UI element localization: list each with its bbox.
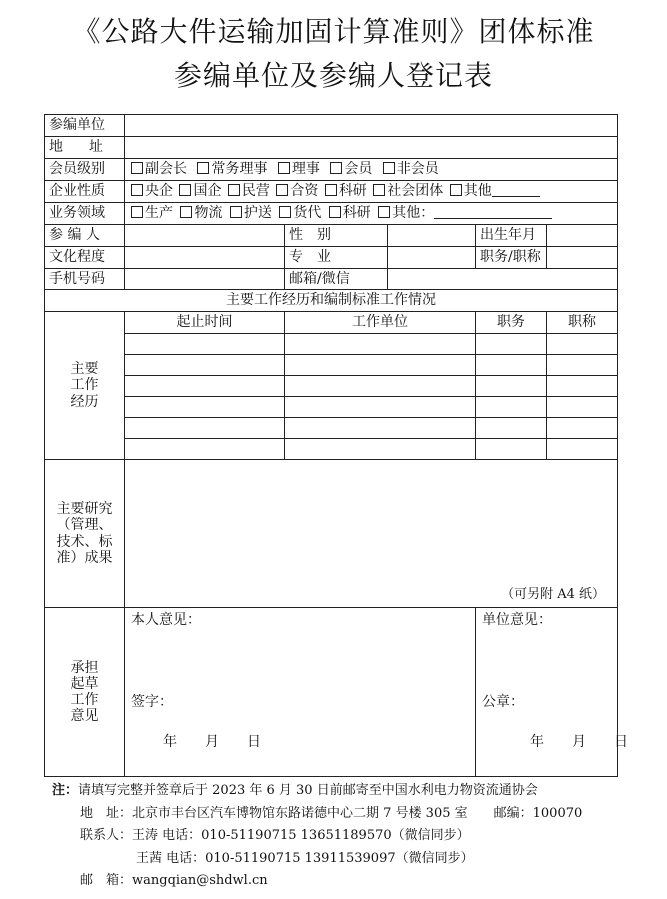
employer-cell[interactable]	[285, 334, 476, 355]
checkbox-icon	[230, 206, 242, 218]
drafting-opinion-label: 承担 起草 工作 意见	[45, 608, 125, 777]
table-row	[45, 355, 618, 376]
rank-header: 职称	[547, 312, 618, 334]
notes-prefix: 注：	[52, 783, 79, 798]
position-cell[interactable]	[476, 376, 547, 397]
membership-option-member[interactable]: 会员	[330, 161, 372, 177]
unit-opinion-field[interactable]	[476, 608, 628, 777]
gender-field[interactable]	[388, 225, 476, 247]
email-field[interactable]	[388, 269, 618, 290]
business-option-freight[interactable]: 货代	[279, 205, 321, 221]
checkbox-icon	[373, 184, 385, 196]
membership-option-vice-president[interactable]: 副会长	[131, 161, 187, 177]
title-label: 职务/职称	[476, 247, 547, 269]
address-label: 地 址	[45, 137, 125, 159]
personal-opinion-field[interactable]	[125, 608, 476, 777]
work-experience-label: 主要 工作 经历	[45, 312, 125, 460]
personal-date: 年 月 日	[163, 734, 261, 750]
checkbox-icon	[131, 162, 143, 174]
checkbox-icon	[330, 162, 342, 174]
checkbox-icon	[378, 206, 390, 218]
email-label: 邮箱/微信	[285, 269, 388, 290]
table-row	[45, 376, 618, 397]
period-cell[interactable]	[125, 355, 285, 376]
address-note-label: 地 址：	[80, 805, 133, 821]
birth-label: 出生年月	[476, 225, 547, 247]
enterprise-option-central[interactable]: 央企	[131, 183, 173, 199]
checkbox-icon	[278, 162, 290, 174]
attachment-note: （可另附 A4 纸）	[501, 587, 605, 603]
unit-field[interactable]	[125, 115, 618, 137]
email-note-label: 邮 箱：	[80, 873, 133, 889]
employer-cell[interactable]	[285, 439, 476, 460]
period-cell[interactable]	[125, 334, 285, 355]
unit-label: 参编单位	[45, 115, 125, 137]
enterprise-label: 企业性质	[45, 181, 125, 203]
checkbox-icon	[450, 184, 462, 196]
education-label: 文化程度	[45, 247, 125, 269]
signature-label: 签字：	[131, 694, 173, 710]
other-blank[interactable]	[434, 207, 552, 219]
position-cell[interactable]	[476, 355, 547, 376]
checkbox-icon	[329, 206, 341, 218]
business-option-other[interactable]: 其他：	[378, 205, 552, 221]
notes	[52, 780, 582, 893]
period-cell[interactable]	[125, 376, 285, 397]
period-cell[interactable]	[125, 439, 285, 460]
unit-opinion-label: 单位意见：	[482, 612, 552, 628]
membership-label: 会员级别	[45, 159, 125, 181]
address-note: 北京市丰台区汽车博物馆东路诺德中心二期 7 号楼 305 室	[132, 805, 468, 821]
experience-section-title: 主要工作经历和编制标准工作情况	[45, 290, 618, 312]
position-cell[interactable]	[476, 334, 547, 355]
membership-option-non-member[interactable]: 非会员	[383, 161, 439, 177]
enterprise-option-research[interactable]: 科研	[325, 183, 367, 199]
table-row	[45, 397, 618, 418]
checkbox-icon	[179, 184, 191, 196]
business-option-research[interactable]: 科研	[329, 205, 371, 221]
enterprise-option-state[interactable]: 国企	[179, 183, 221, 199]
personal-opinion-label: 本人意见：	[131, 612, 201, 628]
enterprise-option-social-org[interactable]: 社会团体	[373, 183, 443, 199]
research-label: 主要研究 （管理、 技术、标 准）成果	[45, 460, 125, 608]
enterprise-options	[125, 181, 618, 203]
rank-cell[interactable]	[547, 376, 618, 397]
checkbox-icon	[383, 162, 395, 174]
position-cell[interactable]	[476, 418, 547, 439]
enterprise-option-other[interactable]: 其他	[450, 183, 540, 199]
phone-label: 手机号码	[45, 269, 125, 290]
major-field[interactable]	[388, 247, 476, 269]
rank-cell[interactable]	[547, 334, 618, 355]
major-label: 专 业	[285, 247, 388, 269]
checkbox-icon	[180, 206, 192, 218]
rank-cell[interactable]	[547, 397, 618, 418]
checkbox-icon	[325, 184, 337, 196]
position-header: 职务	[476, 312, 547, 334]
checkbox-icon	[131, 206, 143, 218]
rank-cell[interactable]	[547, 355, 618, 376]
membership-option-executive-director[interactable]: 常务理事	[197, 161, 267, 177]
rank-cell[interactable]	[547, 418, 618, 439]
business-label: 业务领域	[45, 203, 125, 225]
membership-option-director[interactable]: 理事	[278, 161, 320, 177]
checkbox-icon	[228, 184, 240, 196]
period-cell[interactable]	[125, 397, 285, 418]
title-line-2: 参编单位及参编人登记表	[173, 59, 493, 92]
checkbox-icon	[131, 184, 143, 196]
employer-cell[interactable]	[285, 397, 476, 418]
other-blank[interactable]	[492, 185, 540, 197]
table-row	[45, 439, 618, 460]
enterprise-option-joint[interactable]: 合资	[276, 183, 318, 199]
email-address[interactable]: wangqian@shdwl.cn	[132, 873, 268, 889]
title-field[interactable]	[547, 247, 618, 269]
postcode: 邮编：100070	[493, 805, 583, 821]
period-cell[interactable]	[125, 418, 285, 439]
seal-label: 公章：	[482, 694, 524, 710]
registration-form	[44, 114, 628, 777]
unit-date: 年 月 日	[530, 734, 628, 750]
contact-label: 联系人：	[80, 828, 133, 844]
position-cell[interactable]	[476, 397, 547, 418]
notes-instruction: 请填写完整并签章后于 2023 年 6 月 30 日前邮寄至中国水利电力物资流通协会	[78, 783, 538, 798]
business-option-escort[interactable]: 护送	[230, 205, 272, 221]
employer-cell[interactable]	[285, 376, 476, 397]
employer-cell[interactable]	[285, 418, 476, 439]
contact-2: 王茜 电话：010-51190715 13911539097（微信同步）	[136, 850, 474, 866]
contact-1: 王涛 电话：010-51190715 13651189570（微信同步）	[132, 828, 470, 844]
checkbox-icon	[276, 184, 288, 196]
gender-label: 性 别	[285, 225, 388, 247]
checkbox-icon	[279, 206, 291, 218]
business-option-logistics[interactable]: 物流	[180, 205, 222, 221]
employer-header: 工作单位	[285, 312, 476, 334]
business-options	[125, 203, 618, 225]
education-field[interactable]	[125, 247, 285, 269]
address-field[interactable]	[125, 137, 618, 159]
checkbox-icon	[197, 162, 209, 174]
table-row	[45, 418, 618, 439]
phone-field[interactable]	[125, 269, 285, 290]
table-row	[45, 334, 618, 355]
birth-field[interactable]	[547, 225, 618, 247]
business-option-production[interactable]: 生产	[131, 205, 173, 221]
participant-label: 参 编 人	[45, 225, 125, 247]
employer-cell[interactable]	[285, 355, 476, 376]
membership-options	[125, 159, 618, 181]
position-cell[interactable]	[476, 439, 547, 460]
title-line-1: 《公路大件运输加固计算准则》团体标准	[72, 15, 595, 48]
period-header: 起止时间	[125, 312, 285, 334]
research-field[interactable]	[125, 460, 618, 608]
rank-cell[interactable]	[547, 439, 618, 460]
participant-field[interactable]	[125, 225, 285, 247]
enterprise-option-private[interactable]: 民营	[228, 183, 270, 199]
